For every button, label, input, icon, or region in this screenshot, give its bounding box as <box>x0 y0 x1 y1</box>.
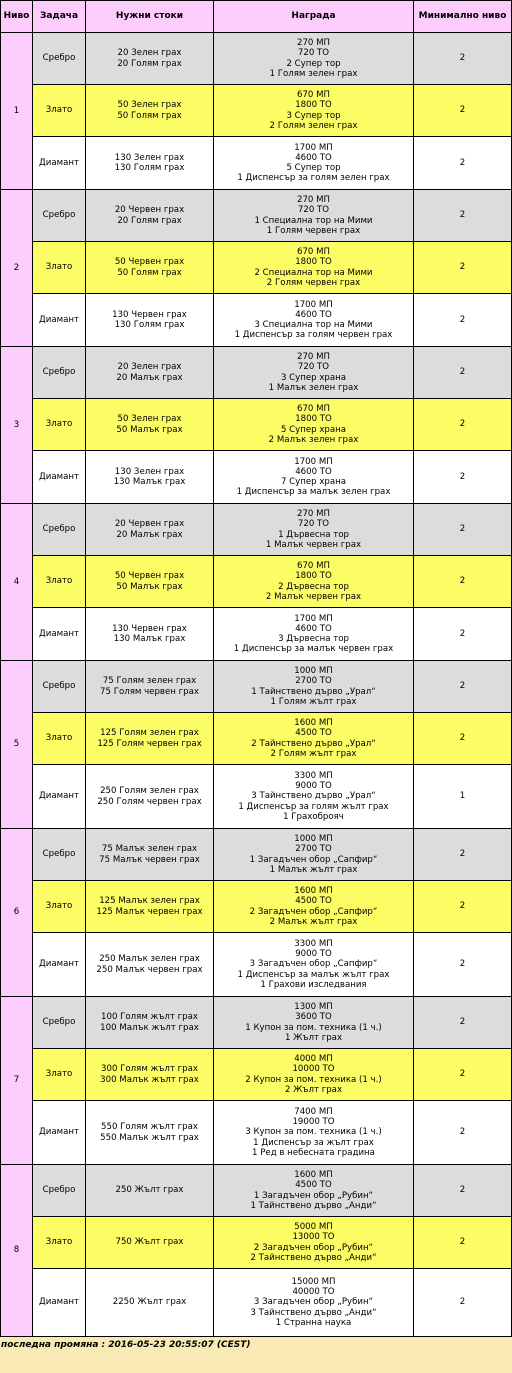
reward-cell <box>214 713 414 765</box>
goods-cell <box>86 190 214 242</box>
goods-cell <box>86 713 214 765</box>
level-cell: 5 <box>1 661 33 829</box>
reward-line: 4500 ТО <box>295 896 332 907</box>
goods-line: 130 Червен грах <box>112 309 187 320</box>
reward-line: 720 ТО <box>297 519 330 530</box>
reward-line: 3 Купон за пом. техника (1 ч.) <box>245 1127 382 1138</box>
reward-line: 670 МП <box>296 404 330 415</box>
reward-line: 19000 ТО <box>292 1117 335 1128</box>
reward-line: 1 Малък червен грах <box>265 539 362 550</box>
reward-line: 1800 ТО <box>295 414 332 425</box>
reward-line: 3 Тайнствено дърво „Урал“ <box>251 791 376 802</box>
reward-cell <box>214 451 414 504</box>
goods-line: 20 Малък грах <box>116 529 183 540</box>
task-cell: Сребро <box>33 347 86 399</box>
goods-line: 20 Червен грах <box>114 519 185 530</box>
header-row <box>1 1 512 33</box>
goods-line: 130 Малък грах <box>113 634 186 644</box>
reward-cell <box>214 1165 414 1217</box>
reward-line: 720 ТО <box>297 362 330 373</box>
table-row-level-8-diamond <box>1 1269 512 1337</box>
reward-cell <box>214 504 414 556</box>
reward-line: 4500 ТО <box>295 1180 332 1191</box>
reward-line: 1 Специална тор на Мими <box>254 215 373 226</box>
level-cell: 1 <box>1 33 33 190</box>
reward-line: 670 МП <box>296 561 330 572</box>
reward-cell <box>214 997 414 1049</box>
reward-line: 2 Малък зелен грах <box>268 434 359 445</box>
reward-line: 9000 ТО <box>295 949 332 960</box>
goods-line: 20 Голям грах <box>117 58 182 69</box>
goods-line: 50 Зелен грах <box>117 414 182 425</box>
min-level-cell: 2 <box>414 713 512 765</box>
min-level-cell: 2 <box>414 933 512 997</box>
reward-line: 1 Диспенсър за голям червен грах <box>234 330 393 341</box>
rewards-body <box>1 33 512 1337</box>
header-task: Задача <box>33 1 86 33</box>
reward-line: 270 МП <box>296 38 330 49</box>
level-cell: 6 <box>1 829 33 997</box>
task-cell: Сребро <box>33 1165 86 1217</box>
min-level-cell: 2 <box>414 661 512 713</box>
table-row-level-3-diamond <box>1 451 512 504</box>
goods-cell <box>86 765 214 829</box>
task-cell: Сребро <box>33 190 86 242</box>
goods-cell <box>86 1269 214 1337</box>
min-level-cell: 2 <box>414 1101 512 1165</box>
goods-cell <box>86 451 214 504</box>
reward-line: 3 Супер храна <box>280 372 347 383</box>
task-cell: Злато <box>33 85 86 137</box>
reward-line: 2 Загадъчен обор „Рубин“ <box>253 1242 374 1253</box>
task-cell: Злато <box>33 242 86 294</box>
reward-line: 1 Малък жълт грах <box>269 864 358 875</box>
task-cell: Диамант <box>33 294 86 347</box>
reward-line: 3 Специална тор на Мими <box>254 320 373 330</box>
goods-cell <box>86 933 214 997</box>
goods-cell <box>86 997 214 1049</box>
reward-line: 7400 МП <box>294 1107 333 1118</box>
reward-cell <box>214 829 414 881</box>
goods-line: 50 Голям грах <box>117 267 182 278</box>
table-row-level-1-gold <box>1 85 512 137</box>
goods-line: 130 Голям грах <box>114 320 185 330</box>
reward-line: 1 Загадъчен обор „Сапфир“ <box>249 854 378 865</box>
goods-line: 2250 Жълт грах <box>112 1297 187 1308</box>
reward-line: 1 Голям жълт грах <box>270 696 357 707</box>
reward-line: 2 Голям червен грах <box>266 277 361 288</box>
task-cell: Злато <box>33 1217 86 1269</box>
goods-cell <box>86 661 214 713</box>
goods-cell <box>86 504 214 556</box>
header-goods: Нужни стоки <box>86 1 214 33</box>
reward-line: 2 Жълт грах <box>284 1084 343 1095</box>
min-level-cell: 2 <box>414 33 512 85</box>
reward-line: 3 Загадъчен обор „Сапфир“ <box>249 959 378 970</box>
table-row-level-5-gold <box>1 713 512 765</box>
reward-line: 1300 МП <box>294 1002 333 1013</box>
reward-cell <box>214 33 414 85</box>
reward-cell <box>214 347 414 399</box>
goods-line: 100 Голям жълт грах <box>101 1012 198 1023</box>
header-reward: Награда <box>214 1 414 33</box>
reward-cell <box>214 1101 414 1165</box>
table-row-level-7-gold <box>1 1049 512 1101</box>
level-cell: 2 <box>1 190 33 347</box>
goods-cell <box>86 1165 214 1217</box>
reward-cell <box>214 399 414 451</box>
task-cell: Сребро <box>33 829 86 881</box>
task-cell: Сребро <box>33 661 86 713</box>
reward-cell <box>214 294 414 347</box>
reward-line: 4600 ТО <box>295 623 332 634</box>
level-cell: 4 <box>1 504 33 661</box>
reward-line: 670 МП <box>296 90 330 101</box>
reward-cell <box>214 1269 414 1337</box>
goods-cell <box>86 85 214 137</box>
goods-line: 50 Малък грах <box>116 581 183 592</box>
reward-line: 15000 МП <box>291 1277 336 1288</box>
table-row-level-2-silver <box>1 190 512 242</box>
table-row-level-6-silver <box>1 829 512 881</box>
table-row-level-5-silver <box>1 661 512 713</box>
reward-line: 1800 ТО <box>295 100 332 111</box>
goods-line: 550 Голям жълт грах <box>101 1122 198 1133</box>
min-level-cell: 2 <box>414 1217 512 1269</box>
goods-line: 100 Малък жълт грах <box>100 1022 199 1033</box>
table-row-level-4-silver <box>1 504 512 556</box>
table-row-level-3-gold <box>1 399 512 451</box>
reward-cell <box>214 1217 414 1269</box>
table-row-level-7-silver <box>1 997 512 1049</box>
reward-cell <box>214 881 414 933</box>
reward-line: 1 Грахоброяч <box>283 811 344 822</box>
reward-line: 7 Супер храна <box>280 477 347 487</box>
reward-line: 3600 ТО <box>295 1012 332 1023</box>
goods-cell <box>86 1049 214 1101</box>
reward-line: 3 Тайнствено дърво „Анди“ <box>250 1307 377 1318</box>
min-level-cell: 2 <box>414 399 512 451</box>
goods-line: 250 Малък зелен грах <box>99 954 200 965</box>
task-cell: Диамант <box>33 1101 86 1165</box>
reward-line: 1700 МП <box>294 299 333 310</box>
reward-line: 1 Голям червен грах <box>266 225 361 236</box>
reward-line: 2 Купон за пом. техника (1 ч.) <box>245 1074 382 1085</box>
goods-line: 50 Малък грах <box>116 424 183 435</box>
reward-line: 1 Купон за пом. техника (1 ч.) <box>245 1022 382 1033</box>
goods-cell <box>86 608 214 661</box>
task-cell: Злато <box>33 713 86 765</box>
reward-line: 2 Дървесна тор <box>278 581 349 592</box>
table-row-level-1-diamond <box>1 137 512 190</box>
min-level-cell: 2 <box>414 556 512 608</box>
reward-line: 2700 ТО <box>295 844 332 855</box>
goods-line: 130 Голям грах <box>114 163 185 173</box>
reward-line: 270 МП <box>296 352 330 363</box>
goods-cell <box>86 1217 214 1269</box>
reward-line: 5 Супер храна <box>280 424 347 435</box>
min-level-cell: 2 <box>414 294 512 347</box>
task-cell: Сребро <box>33 33 86 85</box>
reward-cell <box>214 1049 414 1101</box>
table-row-level-4-diamond <box>1 608 512 661</box>
reward-line: 5000 МП <box>294 1222 333 1233</box>
reward-line: 4600 ТО <box>295 466 332 477</box>
goods-cell <box>86 556 214 608</box>
table-row-level-7-diamond <box>1 1101 512 1165</box>
task-cell: Злато <box>33 399 86 451</box>
goods-line: 125 Малък червен грах <box>96 906 203 917</box>
reward-line: 2 Специална тор на Мими <box>254 267 373 278</box>
last-modified: последна промяна : 2016-05-23 20:55:07 (CEST) <box>1 1340 251 1350</box>
reward-line: 3 Дървесна тор <box>278 634 349 644</box>
reward-cell <box>214 556 414 608</box>
min-level-cell: 2 <box>414 242 512 294</box>
level-cell: 8 <box>1 1165 33 1337</box>
reward-cell <box>214 765 414 829</box>
reward-cell <box>214 661 414 713</box>
min-level-cell: 2 <box>414 190 512 242</box>
table-row-level-1-silver <box>1 33 512 85</box>
reward-line: 1 Диспенсър за малък жълт грах <box>237 969 390 980</box>
reward-line: 1800 ТО <box>295 257 332 268</box>
reward-line: 1 Диспенсър за голям зелен грах <box>237 173 390 184</box>
min-level-cell: 2 <box>414 85 512 137</box>
goods-line: 50 Червен грах <box>114 571 185 582</box>
reward-cell <box>214 85 414 137</box>
reward-line: 5 Супер тор <box>286 163 341 173</box>
task-cell: Диамант <box>33 137 86 190</box>
table-row-level-2-gold <box>1 242 512 294</box>
reward-line: 10000 ТО <box>292 1064 335 1075</box>
min-level-cell: 2 <box>414 347 512 399</box>
reward-cell <box>214 190 414 242</box>
reward-line: 2700 ТО <box>295 676 332 687</box>
task-cell: Злато <box>33 881 86 933</box>
reward-line: 13000 ТО <box>292 1232 335 1243</box>
goods-line: 250 Голям червен грах <box>97 796 202 807</box>
goods-cell <box>86 242 214 294</box>
reward-line: 2 Тайнствено дърво „Анди“ <box>250 1252 377 1263</box>
reward-line: 270 МП <box>296 509 330 520</box>
goods-line: 125 Малък зелен грах <box>99 896 200 907</box>
min-level-cell: 2 <box>414 881 512 933</box>
goods-line: 20 Зелен грах <box>117 362 182 373</box>
table-row-level-8-silver <box>1 1165 512 1217</box>
min-level-cell: 2 <box>414 608 512 661</box>
table-row-level-3-silver <box>1 347 512 399</box>
reward-line: 1 Дървесна тор <box>278 529 349 540</box>
goods-line: 130 Зелен грах <box>114 152 185 163</box>
goods-cell <box>86 881 214 933</box>
task-cell: Диамант <box>33 1269 86 1337</box>
reward-line: 2 Малък червен грах <box>265 591 362 602</box>
goods-line: 130 Малък грах <box>113 477 186 487</box>
reward-line: 2 Голям жълт грах <box>270 748 357 759</box>
goods-line: 50 Голям грах <box>117 110 182 121</box>
reward-line: 1 Жълт грах <box>284 1032 343 1043</box>
goods-line: 20 Голям грах <box>117 215 182 226</box>
reward-line: 3300 МП <box>294 939 333 950</box>
goods-line: 75 Малък червен грах <box>99 854 200 865</box>
reward-line: 3 Загадъчен обор „Рубин“ <box>253 1297 374 1308</box>
goods-line: 125 Голям червен грах <box>97 738 202 749</box>
goods-line: 75 Малък зелен грах <box>101 844 198 855</box>
reward-line: 1600 МП <box>294 886 333 897</box>
reward-cell <box>214 608 414 661</box>
goods-line: 300 Малък жълт грах <box>100 1074 199 1085</box>
table-row-level-2-diamond <box>1 294 512 347</box>
reward-line: 4000 МП <box>294 1054 333 1065</box>
goods-cell <box>86 829 214 881</box>
min-level-cell: 2 <box>414 504 512 556</box>
min-level-cell: 2 <box>414 137 512 190</box>
task-cell: Сребро <box>33 997 86 1049</box>
goods-cell <box>86 294 214 347</box>
reward-line: 1 Диспенсър за малък червен грах <box>233 644 394 655</box>
goods-line: 75 Голям червен грах <box>100 686 199 697</box>
reward-line: 2 Малък жълт грах <box>269 916 358 927</box>
goods-line: 250 Голям зелен грах <box>100 786 199 797</box>
reward-line: 1 Загадъчен обор „Рубин“ <box>253 1190 374 1201</box>
reward-line: 9000 ТО <box>295 781 332 792</box>
reward-line: 3300 МП <box>294 771 333 782</box>
goods-cell <box>86 347 214 399</box>
reward-line: 720 ТО <box>297 48 330 59</box>
min-level-cell: 2 <box>414 997 512 1049</box>
goods-line: 75 Голям зелен грах <box>102 676 197 687</box>
reward-line: 670 МП <box>296 247 330 258</box>
reward-line: 1 Грахови изследвания <box>260 979 367 990</box>
reward-line: 3 Супер тор <box>286 110 341 121</box>
goods-line: 550 Малък жълт грах <box>100 1132 199 1143</box>
level-cell: 7 <box>1 997 33 1165</box>
min-level-cell: 2 <box>414 1165 512 1217</box>
header-level: Ниво <box>1 1 33 33</box>
reward-line: 1000 МП <box>294 834 333 845</box>
min-level-cell: 1 <box>414 765 512 829</box>
min-level-cell: 2 <box>414 829 512 881</box>
reward-line: 1700 МП <box>294 613 333 624</box>
goods-line: 20 Малък грах <box>116 372 183 383</box>
goods-cell <box>86 399 214 451</box>
goods-line: 130 Червен грах <box>112 623 187 634</box>
table-row-level-5-diamond <box>1 765 512 829</box>
min-level-cell: 2 <box>414 1269 512 1337</box>
reward-line: 1 Тайнствено дърво „Анди“ <box>250 1200 377 1211</box>
reward-line: 1800 ТО <box>295 571 332 582</box>
reward-cell <box>214 242 414 294</box>
reward-line: 1 Малък зелен грах <box>268 382 359 393</box>
reward-line: 2 Тайнствено дърво „Урал“ <box>251 738 376 749</box>
reward-line: 1600 МП <box>294 718 333 729</box>
goods-line: 300 Голям жълт грах <box>101 1064 198 1075</box>
reward-line: 1 Диспенсър за голям жълт грах <box>238 801 389 812</box>
task-cell: Диамант <box>33 451 86 504</box>
reward-line: 2 Супер тор <box>286 58 341 69</box>
reward-line: 1600 МП <box>294 1170 333 1181</box>
reward-line: 1700 МП <box>294 456 333 467</box>
reward-line: 720 ТО <box>297 205 330 216</box>
table-row-level-6-gold <box>1 881 512 933</box>
table-row-level-4-gold <box>1 556 512 608</box>
goods-line: 125 Голям зелен грах <box>100 728 199 739</box>
reward-line: 2 Голям зелен грах <box>269 120 358 131</box>
reward-line: 270 МП <box>296 195 330 206</box>
table-row-level-8-gold <box>1 1217 512 1269</box>
reward-cell <box>214 137 414 190</box>
goods-line: 750 Жълт грах <box>115 1237 184 1248</box>
goods-cell <box>86 33 214 85</box>
reward-line: 1 Голям зелен грах <box>269 68 358 79</box>
reward-line: 1 Диспенсър за жълт грах <box>253 1137 374 1148</box>
goods-line: 20 Червен грах <box>114 205 185 216</box>
header-min-level: Минимално ниво <box>414 1 512 33</box>
reward-line: 40000 ТО <box>292 1287 335 1298</box>
reward-line: 1 Диспенсър за малък зелен грах <box>236 487 391 498</box>
level-cell: 3 <box>1 347 33 504</box>
task-cell: Сребро <box>33 504 86 556</box>
reward-line: 1 Тайнствено дърво „Урал“ <box>251 686 376 697</box>
table-row-level-6-diamond <box>1 933 512 997</box>
reward-line: 1700 МП <box>294 142 333 153</box>
goods-line: 130 Зелен грах <box>114 466 185 477</box>
task-cell: Злато <box>33 1049 86 1101</box>
reward-line: 1 Странна наука <box>275 1317 352 1328</box>
task-cell: Диамант <box>33 933 86 997</box>
min-level-cell: 2 <box>414 1049 512 1101</box>
goods-line: 50 Зелен грах <box>117 100 182 111</box>
goods-line: 250 Жълт грах <box>115 1185 184 1196</box>
goods-cell <box>86 137 214 190</box>
reward-line: 4600 ТО <box>295 309 332 320</box>
reward-line: 2 Загадъчен обор „Сапфир“ <box>249 906 378 917</box>
goods-line: 250 Малък червен грах <box>96 964 203 975</box>
task-cell: Диамант <box>33 765 86 829</box>
goods-cell <box>86 1101 214 1165</box>
reward-line: 4600 ТО <box>295 152 332 163</box>
goods-line: 20 Зелен грах <box>117 48 182 59</box>
reward-cell <box>214 933 414 997</box>
reward-line: 4500 ТО <box>295 728 332 739</box>
task-cell: Злато <box>33 556 86 608</box>
reward-line: 1000 МП <box>294 666 333 677</box>
goods-line: 50 Червен грах <box>114 257 185 268</box>
reward-line: 1 Ред в небесната градина <box>252 1147 375 1158</box>
task-cell: Диамант <box>33 608 86 661</box>
min-level-cell: 2 <box>414 451 512 504</box>
